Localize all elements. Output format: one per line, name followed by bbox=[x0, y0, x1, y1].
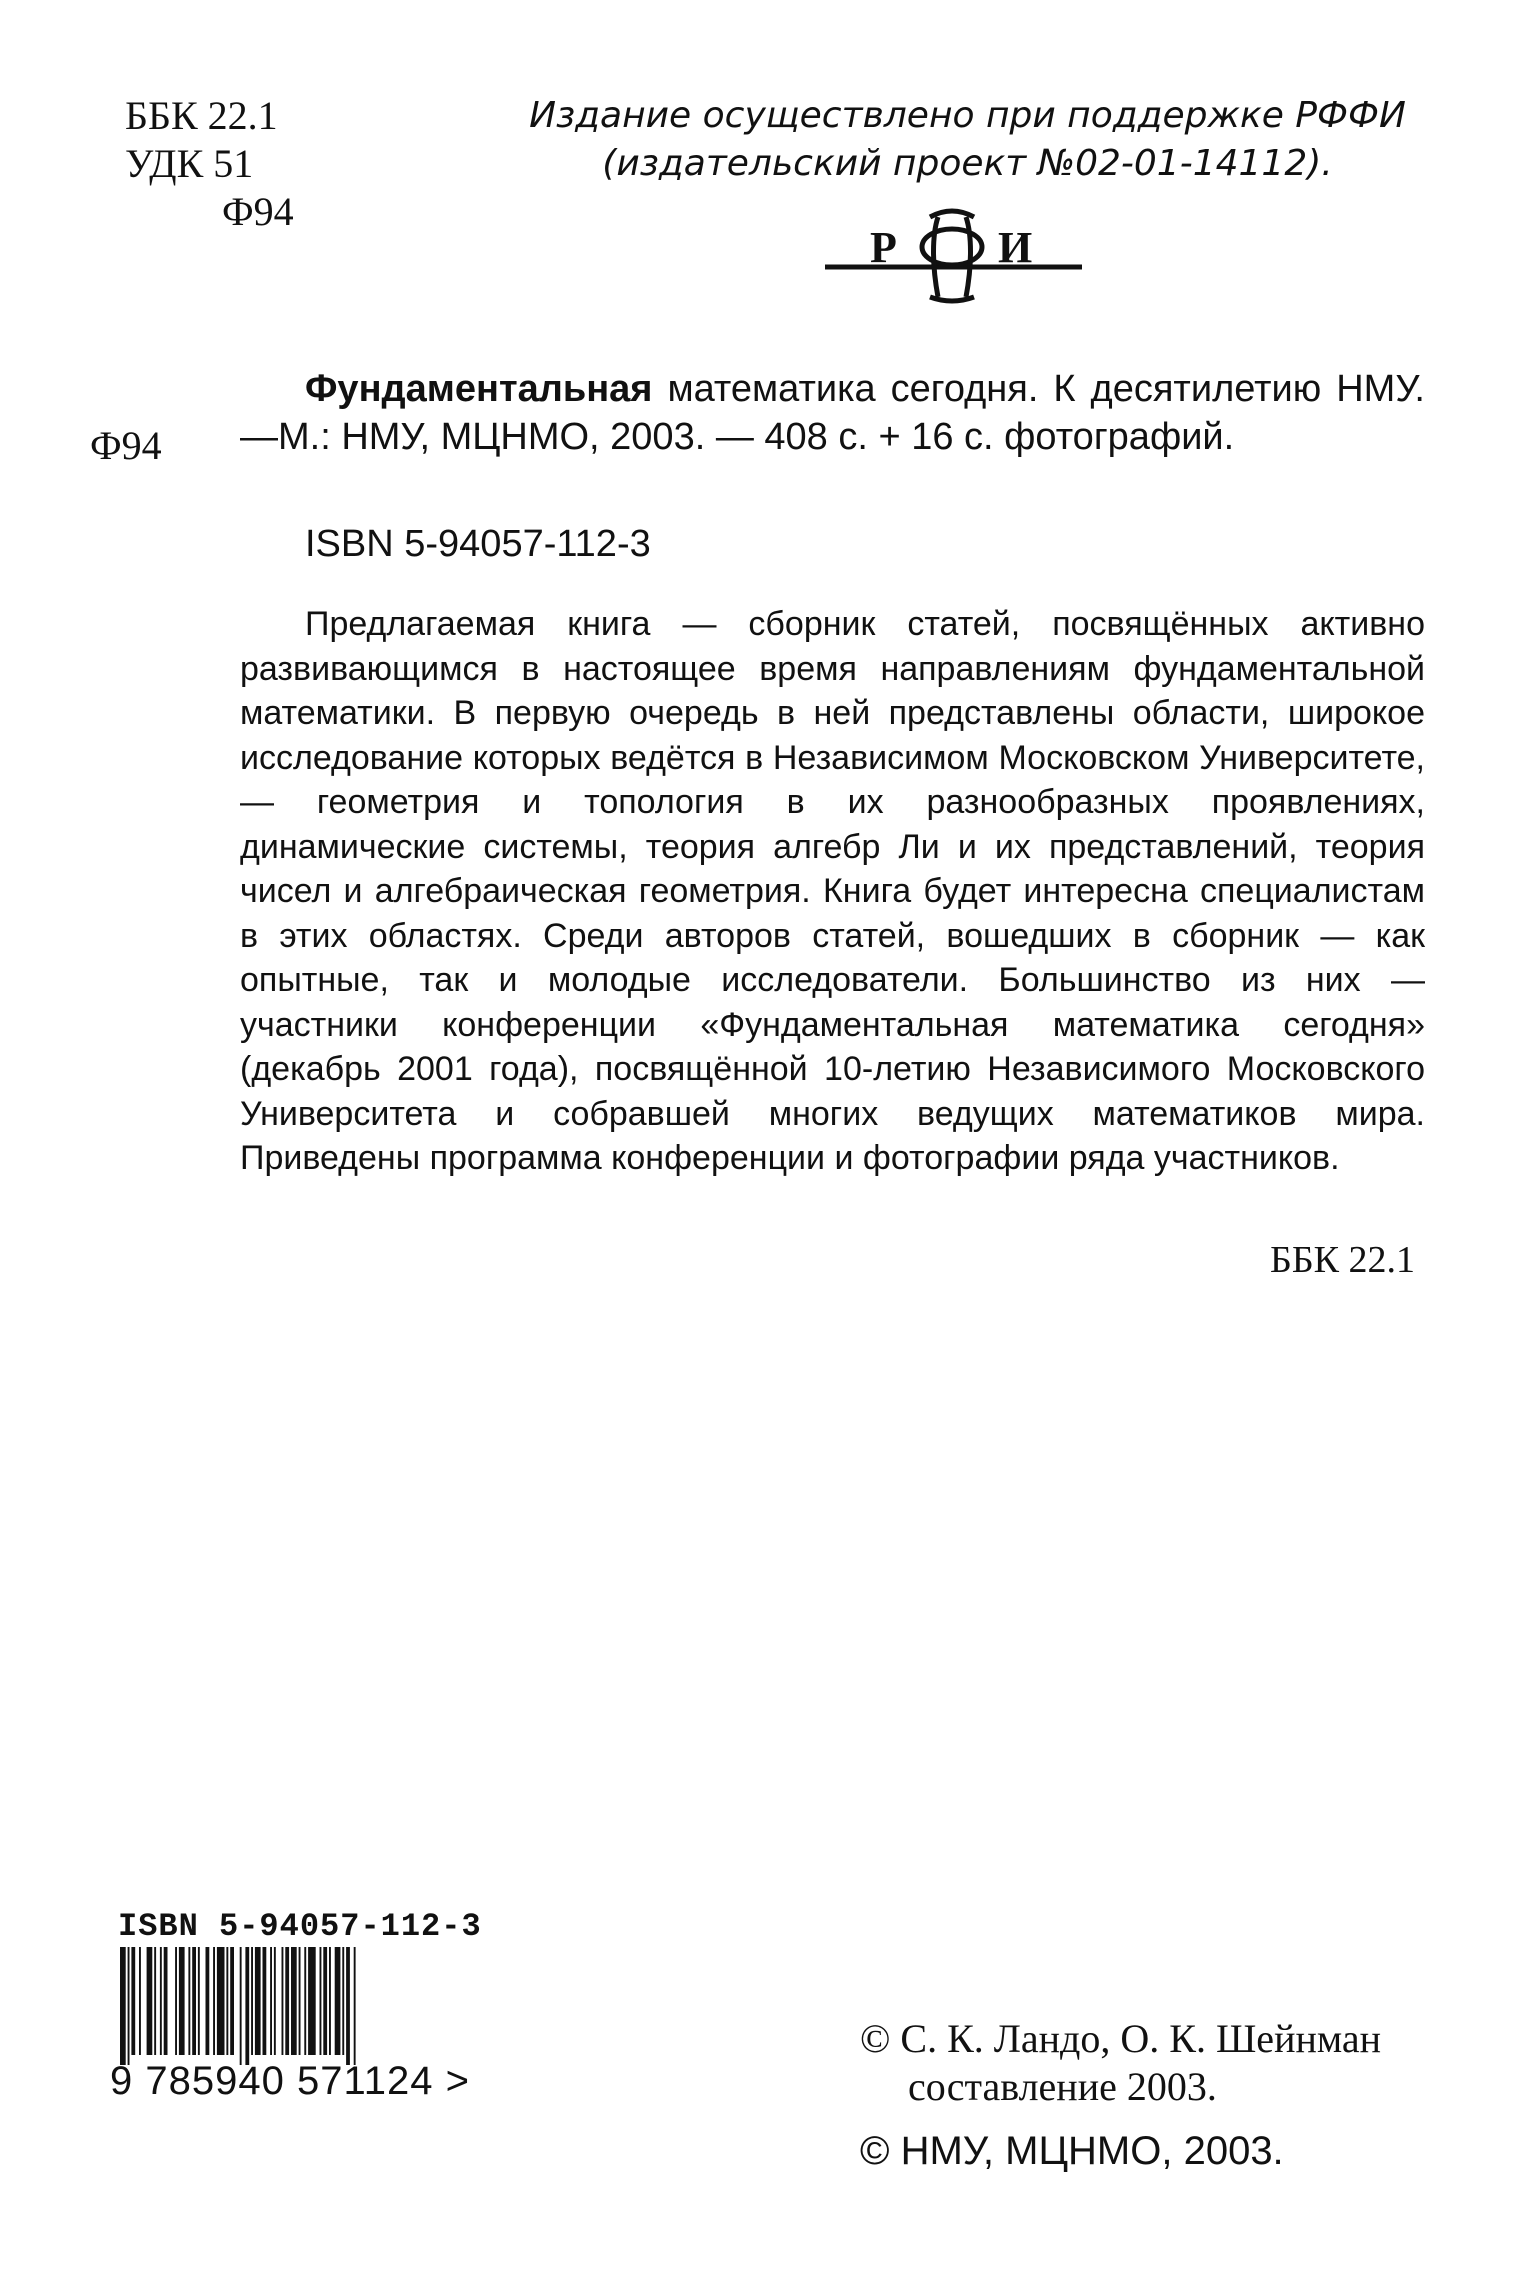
barcode-bar bbox=[128, 1947, 130, 2065]
barcode-bar bbox=[263, 1947, 267, 2055]
barcode-bar bbox=[270, 1947, 272, 2055]
barcode-bar bbox=[282, 1947, 284, 2055]
barcode-bar bbox=[299, 1947, 301, 2055]
isbn: ISBN 5-94057-112-3 bbox=[305, 523, 651, 565]
barcode-bar bbox=[217, 1947, 225, 2055]
barcode-bar bbox=[213, 1947, 215, 2055]
barcode-isbn-label: ISBN 5-94057-112-3 bbox=[118, 1908, 482, 1945]
barcode-digits: 9 785940 571124 > bbox=[110, 2059, 470, 2103]
barcode-bar bbox=[240, 1947, 242, 2065]
bbk-code: ББК 22.1 bbox=[125, 93, 278, 138]
rffi-logo bbox=[820, 205, 1090, 305]
annotation-paragraph: Предлагаемая книга — сборник статей, посвящённых активно развивающимся в настоящее время направлениям фундаментальной математики. В первую очередь в ней представлены области, широкое исследование которых ведётся в Независимом Московском Университете, — геометрия и топология в их разнообразных проявлениях, динамические системы, теория алгебр Ли и их представлений, теория чисел и алгебраическая геометрия. Книга будет интересна специалистам в этих областях. Среди авторов статей, вошедших в сборник — как опытные, так и молодые исследователи. Большинство из них — участники конференции «Фундаментальная математика сегодня» (декабрь 2001 года), посвящённой 10-летию Независимого Московского Университета и собравшей многих ведущих математиков мира. Приведены программа конференции и фотографии ряда участников. bbox=[240, 605, 1425, 1177]
funding-note-line-2: (издательский проект №02-01-14112). bbox=[602, 143, 1333, 184]
barcode-bar bbox=[120, 1947, 126, 2065]
barcode-bar bbox=[175, 1947, 177, 2055]
bibliographic-record bbox=[240, 365, 1425, 461]
barcode-bar bbox=[285, 1947, 289, 2055]
barcode-bar bbox=[323, 1947, 327, 2055]
barcode-bar bbox=[230, 1947, 234, 2055]
barcode-bar bbox=[251, 1947, 253, 2055]
bbk-code-bottom: ББК 22.1 bbox=[1270, 1239, 1415, 1281]
barcode-bars bbox=[110, 1947, 490, 2065]
barcode-bar bbox=[226, 1947, 228, 2055]
barcode-bar bbox=[346, 1947, 350, 2065]
bibliographic-description: математика сегодня. К десятилетию НМУ.—М.: НМУ, МЦНМО, 2003. — 408 с. + 16 с. фотографий. bbox=[240, 368, 1425, 458]
svg-text:Р: Р bbox=[870, 223, 897, 272]
copyright-compilation-year: составление 2003. bbox=[908, 2064, 1217, 2109]
copyright-publishers: © НМУ, МЦНМО, 2003. bbox=[860, 2129, 1284, 2173]
udk-code: УДК 51 bbox=[125, 141, 254, 186]
barcode-bar bbox=[160, 1947, 162, 2055]
svg-text:И: И bbox=[998, 223, 1033, 272]
barcode-bar bbox=[164, 1947, 168, 2055]
barcode-bar bbox=[245, 1947, 249, 2065]
barcode-bar bbox=[198, 1947, 200, 2055]
barcode-bar bbox=[131, 1947, 135, 2055]
barcode-bar bbox=[147, 1947, 153, 2055]
barcode-bar bbox=[255, 1947, 261, 2055]
barcode-bar bbox=[179, 1947, 185, 2055]
copyright-block bbox=[860, 2015, 1381, 2175]
barcode-bar bbox=[291, 1947, 297, 2055]
isbn-barcode bbox=[110, 1908, 510, 2104]
classification-codes bbox=[125, 92, 294, 236]
barcode-bar bbox=[320, 1947, 322, 2055]
barcode-bar bbox=[154, 1947, 156, 2055]
rffi-logo-phi bbox=[922, 211, 982, 301]
author-sign-code: Ф94 bbox=[222, 189, 294, 234]
barcode-bar bbox=[274, 1947, 276, 2055]
barcode-bar bbox=[192, 1947, 196, 2055]
barcode-bar bbox=[329, 1947, 331, 2055]
copyright-compilers: © С. К. Ландо, О. К. Шейнман bbox=[860, 2016, 1382, 2061]
funding-note bbox=[500, 92, 1435, 188]
barcode-bar bbox=[188, 1947, 190, 2055]
barcode-bar bbox=[206, 1947, 210, 2055]
barcode-bar bbox=[335, 1947, 341, 2055]
author-sign: Ф94 bbox=[90, 423, 162, 468]
barcode-bar bbox=[304, 1947, 306, 2055]
barcode-bar bbox=[308, 1947, 316, 2055]
barcode-bar bbox=[342, 1947, 344, 2055]
barcode-bar bbox=[139, 1947, 141, 2055]
funding-note-line-1: Издание осуществлено при поддержке РФФИ bbox=[529, 95, 1406, 136]
barcode-bar bbox=[354, 1947, 356, 2065]
book-title-lead: Фундаментальная bbox=[305, 368, 653, 410]
